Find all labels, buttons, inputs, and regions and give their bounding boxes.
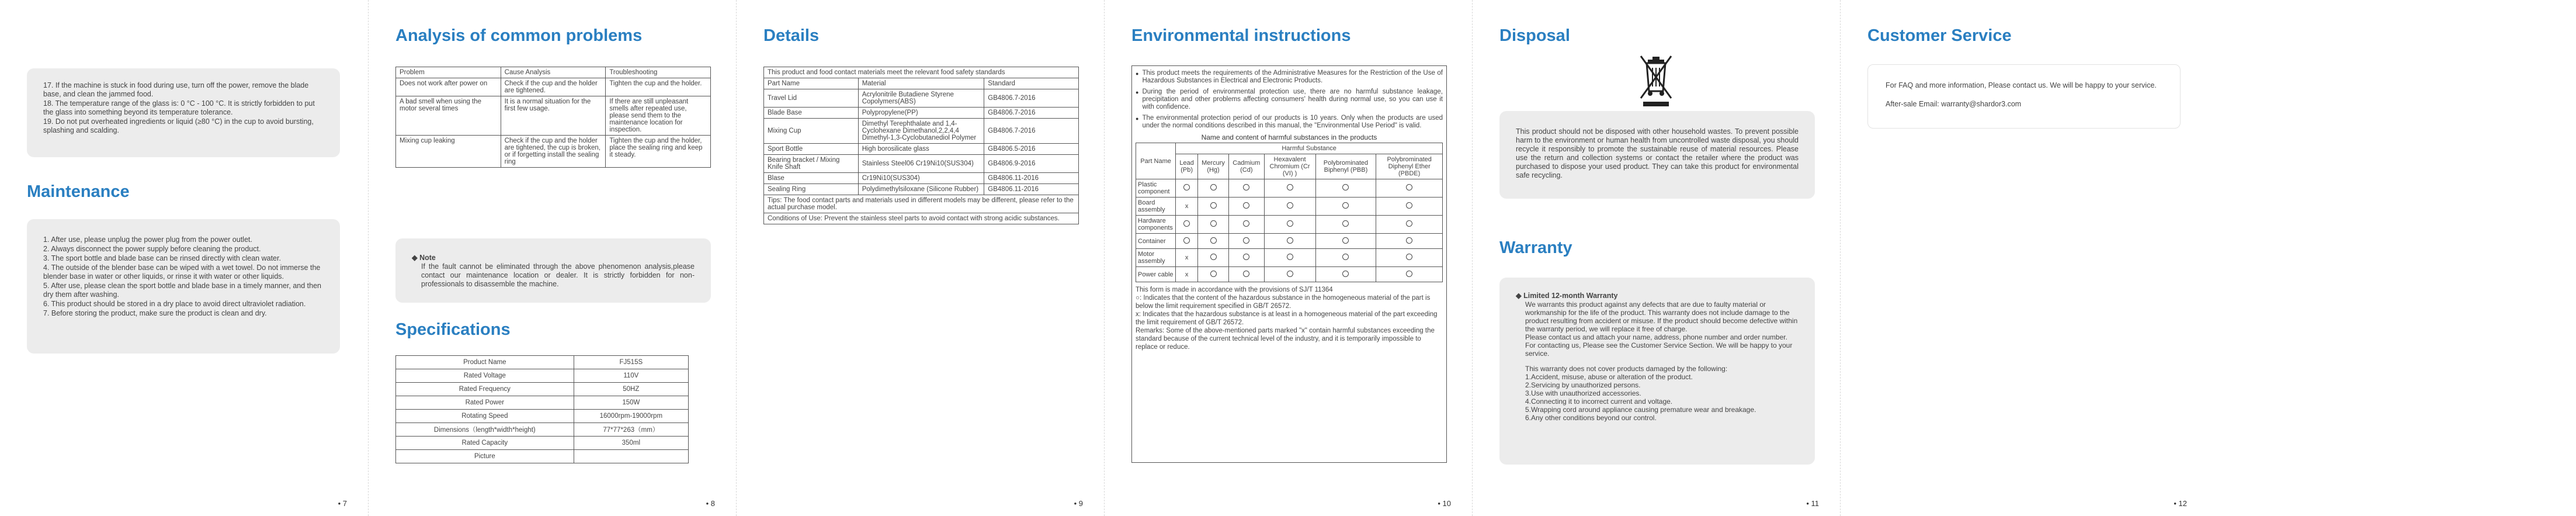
page-9 <box>736 0 1104 516</box>
x-mark-icon: x <box>1185 203 1189 210</box>
table-cell: Motor assembly <box>1136 249 1176 267</box>
circle-mark-icon <box>1287 220 1293 227</box>
circle-mark-icon <box>1287 271 1293 277</box>
page-10 <box>1104 0 1472 516</box>
disposal-text: This product should not be disposed with other household wastes. To prevent possible harm to the environment or human health from uncontrolled waste disposal, you should recycle it responsibly to promote the sustainable reuse of material resources. Please use the return and collection systems or contact the retailer where the product was purchased to dispose your used product. They can take this product for environmental safe recycling. <box>1516 127 1799 179</box>
table-row <box>396 396 689 410</box>
table-cell <box>1264 249 1315 267</box>
note-line: ○: Indicates that the content of the hazardous substance in the homogeneous material of the part is below the limit requirement specified in GB/T 26572. <box>1136 295 1431 310</box>
maintenance-list <box>43 236 324 318</box>
circle-mark-icon <box>1210 237 1217 244</box>
table-cell <box>1197 216 1228 234</box>
maintenance-title: Maintenance <box>27 182 130 201</box>
note-heading <box>412 254 695 262</box>
materials-header <box>764 78 1079 89</box>
table-cell: GB4806.7-2016 <box>984 119 1079 144</box>
table-row <box>764 144 1079 155</box>
circle-mark-icon <box>1287 202 1293 209</box>
table-row <box>1136 216 1443 234</box>
circle-mark-icon <box>1287 254 1293 260</box>
table-cell <box>1197 198 1228 216</box>
customer-service-box <box>1867 64 2181 129</box>
circle-mark-icon <box>1406 202 1412 209</box>
bullet-icon: ● <box>1136 116 1139 122</box>
table-row <box>764 184 1079 195</box>
list-item: 5. After use, please clean the sport bottle and blade base in a timely manner, and then dry them after washing. <box>43 282 322 299</box>
bullet-icon: ● <box>1136 71 1139 77</box>
circle-mark-icon <box>1210 220 1217 227</box>
table-cell: Acrylonitrile Butadiene Styrene Copolymers(ABS) <box>858 89 984 108</box>
page-11 <box>1472 0 1840 516</box>
page-number: • 9 <box>1074 499 1083 508</box>
circle-mark-icon <box>1183 237 1190 244</box>
circle-mark-icon <box>1243 184 1249 191</box>
column-header: Problem <box>396 67 501 78</box>
circle-mark-icon <box>1210 254 1217 260</box>
harmful-substances-table <box>1136 143 1443 282</box>
page-number-value: 12 <box>2178 499 2187 508</box>
table-cell: Sport Bottle <box>764 144 859 155</box>
page-number-value: 8 <box>710 499 715 508</box>
page-number-value: 9 <box>1078 499 1083 508</box>
note-box <box>395 238 711 303</box>
bullet-item <box>1136 115 1443 130</box>
table-cell: 50HZ <box>574 383 688 396</box>
page-7 <box>0 0 368 516</box>
table-cell: Rated Voltage <box>396 369 574 383</box>
page-8 <box>368 0 736 516</box>
bullet-text: This product meets the requirements of the Administrative Measures for the Restriction of the Use of Hazardous Substances in Electrical and Electronic Products. <box>1142 70 1443 84</box>
bullet-icon: ● <box>1136 89 1139 95</box>
table-cell: Power cable <box>1136 267 1176 282</box>
column-header: Harmful Substance <box>1176 143 1443 154</box>
circle-mark-icon <box>1243 237 1249 244</box>
table-cell <box>1229 267 1264 282</box>
disposal-title: Disposal <box>1499 26 1570 45</box>
table-cell <box>1376 234 1443 249</box>
note-line: Remarks: Some of the above-mentioned parts marked "x" contain harmful substances exceeding the standard because of the current technical level of the industry, and it is temporarily impossible to replace or reduce. <box>1136 327 1435 351</box>
faq-text: For FAQ and more information, Please contact us. We will be happy to your service. <box>1886 81 2157 89</box>
warranty-text <box>1516 300 1799 422</box>
table-row <box>764 155 1079 173</box>
table-cell: A bad smell when using the motor several times <box>396 96 501 136</box>
table-cell <box>1176 234 1198 249</box>
table-cell: Board assembly <box>1136 198 1176 216</box>
table-cell: Dimethyl Terephthalate and 1,4-Cyclohexane Dimethanol,2,2,4,4 Dimethyl-1,3-Cyclobutanediol Polymer <box>858 119 984 144</box>
circle-mark-icon <box>1243 254 1249 260</box>
note-line: This form is made in accordance with the provisions of SJ/T 11364 <box>1136 286 1333 293</box>
page-number-value: 11 <box>1811 499 1819 508</box>
table-cell: Rated Frequency <box>396 383 574 396</box>
table-cell: 16000rpm-19000rpm <box>574 410 688 423</box>
circle-mark-icon <box>1342 202 1349 209</box>
table-cell <box>1315 249 1376 267</box>
warranty-line: 3.Use with unauthorized accessories. <box>1525 389 1641 397</box>
circle-mark-icon <box>1342 184 1349 191</box>
table-cell <box>1264 267 1315 282</box>
warranty-line: Please contact us and attach your name, address, phone number and order number. <box>1525 333 1787 341</box>
bullet-item <box>1136 70 1443 85</box>
table-cell: 110V <box>574 369 688 383</box>
warranty-heading <box>1516 292 1799 300</box>
table-cell <box>1315 179 1376 198</box>
table-row <box>396 78 711 96</box>
continued-cautions-list <box>43 81 324 135</box>
table-cell: FJ515S <box>574 356 688 369</box>
page-number: • 7 <box>338 499 347 508</box>
table-cell: Tighten the cup and the holder, place the sealing ring and keep it steady. <box>606 136 711 168</box>
harmful-table-caption: Name and content of harmful substances in the products <box>1201 133 1377 141</box>
bullet-item <box>1136 88 1443 111</box>
table-cell <box>1229 179 1264 198</box>
warranty-line: 2.Servicing by unauthorized persons. <box>1525 381 1641 389</box>
table-cell <box>1176 267 1198 282</box>
page-number-value: 7 <box>342 499 347 508</box>
maintenance-box <box>27 219 340 354</box>
disposal-box <box>1499 111 1815 199</box>
x-mark-icon: x <box>1185 254 1189 261</box>
table-cell: High borosilicate glass <box>858 144 984 155</box>
table-row <box>396 410 689 423</box>
table-cell: Check if the cup and the holder are tightened, the cup is broken, or if forgetting install the sealing ring <box>501 136 606 168</box>
circle-mark-icon <box>1287 184 1293 191</box>
list-item: 2. Always disconnect the power supply before cleaning the product. <box>43 245 261 253</box>
circle-mark-icon <box>1210 271 1217 277</box>
circle-mark-icon <box>1243 202 1249 209</box>
column-header: Polybrominated Biphenyl (PBB) <box>1315 154 1376 179</box>
note-label: Note <box>419 254 436 262</box>
crossed-out-wheelie-bin-icon <box>1636 50 1676 109</box>
table-cell: Sealing Ring <box>764 184 859 195</box>
table-cell: Stainless Steel06 Cr19Ni10(SUS304) <box>858 155 984 173</box>
table-row <box>396 450 689 463</box>
table-cell <box>1264 198 1315 216</box>
header-row <box>1136 154 1443 179</box>
list-item: 3. The sport bottle and blade base can be rinsed directly with clean water. <box>43 254 281 262</box>
problems-table-body <box>396 78 711 168</box>
table-row <box>396 383 689 396</box>
table-cell: GB4806.9-2016 <box>984 155 1079 173</box>
table-cell <box>1315 267 1376 282</box>
table-cell: GB4806.11-2016 <box>984 184 1079 195</box>
diamond-bullet-icon: ◆ <box>412 254 418 262</box>
table-cell: GB4806.11-2016 <box>984 173 1079 184</box>
table-cell <box>1176 179 1198 198</box>
table-cell <box>1315 234 1376 249</box>
table-cell <box>1376 179 1443 198</box>
table-row <box>764 173 1079 184</box>
column-header: Hexavalent Chromium (Cr (VI) ) <box>1264 154 1315 179</box>
table-cell <box>1315 198 1376 216</box>
circle-mark-icon <box>1183 184 1190 191</box>
page-number: • 11 <box>1806 499 1819 508</box>
x-mark-icon: x <box>1185 271 1189 278</box>
table-cell <box>1197 249 1228 267</box>
table-cell: Hardware components <box>1136 216 1176 234</box>
column-header: Part Name <box>764 78 859 89</box>
circle-mark-icon <box>1342 271 1349 277</box>
table-cell: If there are still unpleasant smells after repeated use, please send them to the maintenance location for inspection. <box>606 96 711 136</box>
analysis-title: Analysis of common problems <box>395 26 643 45</box>
table-row <box>764 108 1079 119</box>
table-cell <box>1229 198 1264 216</box>
harmful-notes <box>1136 286 1443 351</box>
warranty-line: This warranty does not cover products damaged by the following: <box>1525 365 1728 373</box>
table-row <box>1136 267 1443 282</box>
details-title: Details <box>763 26 820 45</box>
circle-mark-icon <box>1342 220 1349 227</box>
table-cell: Bearing bracket / Mixing Knife Shaft <box>764 155 859 173</box>
warranty-line: For contacting us, Please see the Customer Service Section. We will be happy to your service. <box>1525 341 1793 358</box>
table-cell: Mixing Cup <box>764 119 859 144</box>
circle-mark-icon <box>1287 237 1293 244</box>
diamond-bullet-icon: ◆ <box>1516 292 1522 300</box>
tips-row <box>764 195 1079 213</box>
conditions-text: Conditions of Use: Prevent the stainless steel parts to avoid contact with strong acidic substances. <box>764 213 1079 224</box>
column-header: Standard <box>984 78 1079 89</box>
page-number: • 10 <box>1438 499 1451 508</box>
table-cell: Rated Power <box>396 396 574 410</box>
page-number-value: 10 <box>1442 499 1451 508</box>
table-cell: Blade Base <box>764 108 859 119</box>
table-cell <box>1176 216 1198 234</box>
tips-text: Tips: The food contact parts and materials used in different models may be different, please refer to the actual purchase model. <box>764 195 1079 213</box>
problems-table <box>395 67 711 168</box>
circle-mark-icon <box>1183 220 1190 227</box>
table-cell: Polypropylene(PP) <box>858 108 984 119</box>
continued-cautions-box <box>27 68 340 157</box>
warranty-line: 1.Accident, misuse, abuse or alteration of the product. <box>1525 373 1693 381</box>
table-cell <box>1376 267 1443 282</box>
table-cell <box>574 450 688 463</box>
table-cell: Plastic component <box>1136 179 1176 198</box>
table-row <box>396 96 711 136</box>
list-item: 4. The outside of the blender base can be wiped with a wet towel. Do not immerse the blender base in water or other liquids, or rinse it with water or other liquids. <box>43 264 321 280</box>
table-cell: Cr19Ni10(SUS304) <box>858 173 984 184</box>
table-cell <box>1315 216 1376 234</box>
circle-mark-icon <box>1342 254 1349 260</box>
materials-caption: This product and food contact materials meet the relevant food safety standards <box>764 67 1079 78</box>
table-row <box>396 369 689 383</box>
environmental-title: Environmental instructions <box>1131 26 1351 45</box>
table-cell <box>1376 198 1443 216</box>
warranty-line: We warrants this product against any defects that are due to faulty material or workmanship for the life of the product. This warranty does not include damage to the product resulting from accident or misuse. If the product should become defective within the warranty period, we will replace it free of charge. <box>1525 300 1798 333</box>
page-12 <box>1840 0 2208 516</box>
table-cell <box>1197 234 1228 249</box>
list-item: 18. The temperature range of the glass is: 0 °C - 100 °C. It is strictly forbidden to put the glass into something beyond its temperature tolerance. <box>43 99 315 116</box>
table-row <box>1136 234 1443 249</box>
circle-mark-icon <box>1406 254 1412 260</box>
table-row <box>764 89 1079 108</box>
warranty-line: 4.Connecting it to incorrect current and voltage. <box>1525 397 1673 406</box>
table-cell: Blase <box>764 173 859 184</box>
warranty-line: 6.Any other conditions beyond our control. <box>1525 414 1657 422</box>
column-header: Cadmium (Cd) <box>1229 154 1264 179</box>
table-cell <box>1197 267 1228 282</box>
table-cell: Polydimethylsiloxane (Silicone Rubber) <box>858 184 984 195</box>
table-row <box>396 136 711 168</box>
specifications-title: Specifications <box>395 320 511 339</box>
after-sale-email[interactable]: After-sale Email: warranty@shardor3.com <box>1886 100 2022 108</box>
table-cell: 77*77*263（mm） <box>574 423 688 437</box>
table-cell <box>1229 234 1264 249</box>
table-row <box>396 356 689 369</box>
environmental-bullets <box>1136 70 1443 130</box>
table-cell: Picture <box>396 450 574 463</box>
table-cell <box>1229 216 1264 234</box>
customer-service-title: Customer Service <box>1867 26 2012 45</box>
table-cell <box>1376 216 1443 234</box>
specifications-table <box>395 355 689 463</box>
table-cell: Dimensions（length*width*height) <box>396 423 574 437</box>
table-cell: Does not work after power on <box>396 78 501 96</box>
table-row <box>396 437 689 450</box>
table-cell: 150W <box>574 396 688 410</box>
table-row <box>1136 198 1443 216</box>
table-cell: 350ml <box>574 437 688 450</box>
table-row <box>764 119 1079 144</box>
table-cell: Mixing cup leaking <box>396 136 501 168</box>
circle-mark-icon <box>1342 237 1349 244</box>
warranty-title: Warranty <box>1499 238 1572 257</box>
table-cell <box>1176 198 1198 216</box>
column-header: Mercury (Hg) <box>1197 154 1228 179</box>
page-number: • 12 <box>2174 499 2187 508</box>
column-header: Material <box>858 78 984 89</box>
header-row <box>1136 143 1443 154</box>
table-row <box>396 423 689 437</box>
note-text: If the fault cannot be eliminated through the above phenomenon analysis,please contact our maintenance location or dealer. It is strictly forbidden for non-professionals to disassemble the machine. <box>421 262 695 288</box>
table-cell: Rated Capacity <box>396 437 574 450</box>
list-item: 19. Do not put overheated ingredients or liquid (≥80 °C) in the cup to avoid bursting, splashing and scalding. <box>43 117 314 134</box>
circle-mark-icon <box>1210 184 1217 191</box>
table-cell <box>1229 249 1264 267</box>
bullet-text: During the period of environmental protection use, there are no harmful substance leakage, precipitation and other problems affecting consumers' health during normal use, so you can use it with confidence. <box>1142 88 1443 110</box>
problems-table-header <box>396 67 711 78</box>
column-header: Troubleshooting <box>606 67 711 78</box>
table-cell: Container <box>1136 234 1176 249</box>
table-cell: GB4806.7-2016 <box>984 108 1079 119</box>
table-row <box>1136 249 1443 267</box>
bullet-text: The environmental protection period of our products is 10 years. Only when the products are used under the normal conditions described in this manual, the "Environmental Use Period" is valid. <box>1142 115 1443 129</box>
table-cell <box>1264 179 1315 198</box>
warranty-label: Limited 12-month Warranty <box>1523 292 1618 300</box>
materials-table <box>763 67 1079 224</box>
warranty-box <box>1499 278 1815 465</box>
table-cell <box>1176 249 1198 267</box>
circle-mark-icon <box>1406 237 1412 244</box>
column-header: Lead (Pb) <box>1176 154 1198 179</box>
warranty-line <box>1525 358 1799 365</box>
table-cell: Product Name <box>396 356 574 369</box>
circle-mark-icon <box>1210 202 1217 209</box>
circle-mark-icon <box>1406 271 1412 277</box>
page-number: • 8 <box>706 499 715 508</box>
conditions-row <box>764 213 1079 224</box>
table-row <box>1136 179 1443 198</box>
circle-mark-icon <box>1406 184 1412 191</box>
note-line: x: Indicates that the hazardous substance is at least in a homogeneous material of the part exceeding the limit requirement of GB/T 26572. <box>1136 311 1438 326</box>
table-cell: Travel Lid <box>764 89 859 108</box>
table-cell <box>1197 179 1228 198</box>
column-header: Part Name <box>1136 143 1176 179</box>
table-cell: Rotating Speed <box>396 410 574 423</box>
circle-mark-icon <box>1243 220 1249 227</box>
column-header: Polybrominated Diphenyl Ether (PBDE) <box>1376 154 1443 179</box>
table-cell: GB4806.5-2016 <box>984 144 1079 155</box>
column-header: Cause Analysis <box>501 67 606 78</box>
table-cell <box>1264 234 1315 249</box>
list-item: 7. Before storing the product, make sure the product is clean and dry. <box>43 309 267 317</box>
table-cell: GB4806.7-2016 <box>984 89 1079 108</box>
circle-mark-icon <box>1406 220 1412 227</box>
circle-mark-icon <box>1243 271 1249 277</box>
list-item: 1. After use, please unplug the power plug from the power outlet. <box>43 236 252 244</box>
warranty-line: 5.Wrapping cord around appliance causing premature wear and breakage. <box>1525 406 1756 414</box>
list-item: 17. If the machine is stuck in food during use, turn off the power, remove the blade base, and clean the jammed food. <box>43 81 309 98</box>
table-cell: It is a normal situation for the first few usage. <box>501 96 606 136</box>
table-cell: Tighten the cup and the holder. <box>606 78 711 96</box>
table-cell: Check if the cup and the holder are tightened. <box>501 78 606 96</box>
list-item: 6. This product should be stored in a dry place to avoid direct ultraviolet radiation. <box>43 300 306 308</box>
environmental-box <box>1131 65 1447 463</box>
table-cell <box>1376 249 1443 267</box>
table-cell <box>1264 216 1315 234</box>
materials-caption-row <box>764 67 1079 78</box>
